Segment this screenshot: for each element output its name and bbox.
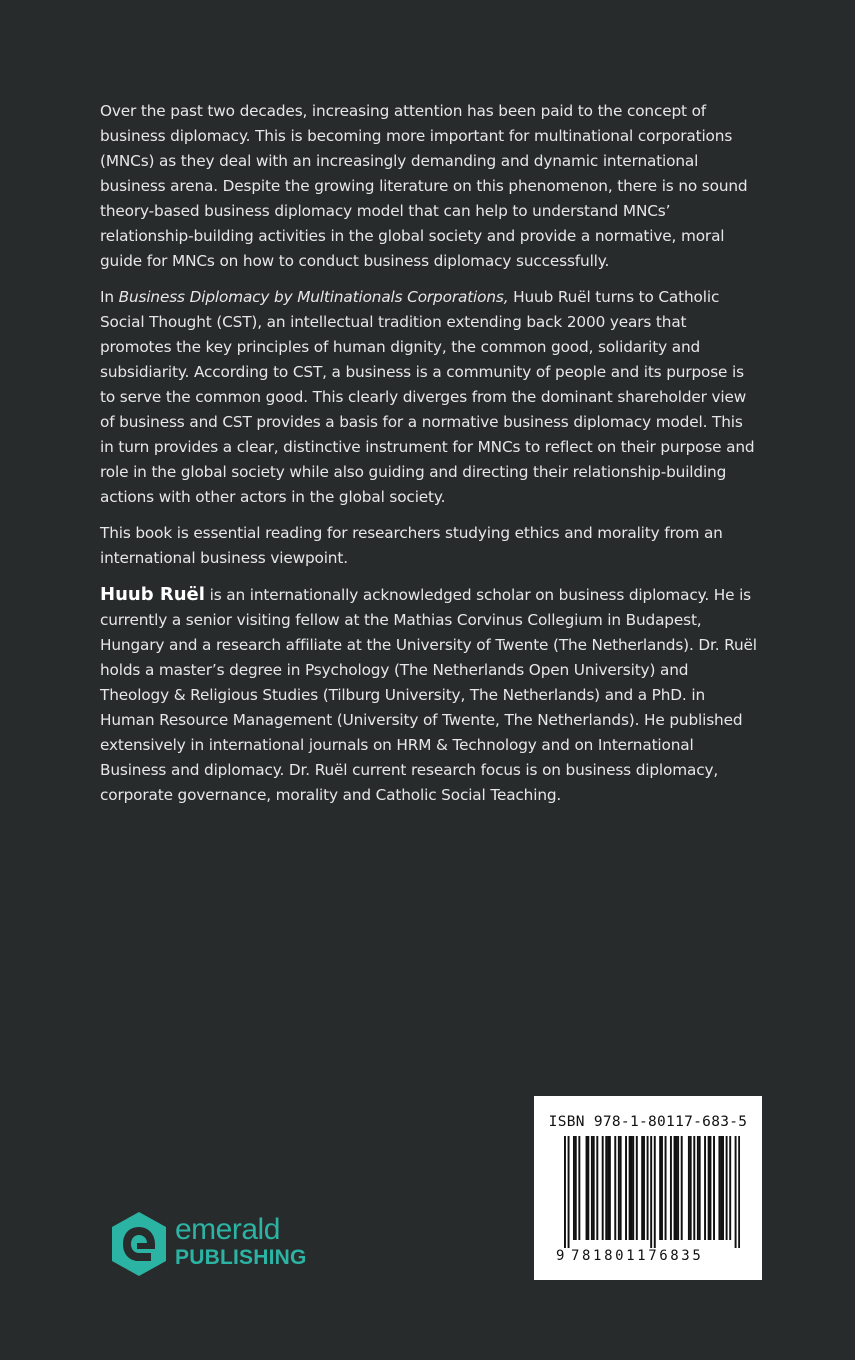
barcode-bar bbox=[722, 1136, 724, 1240]
barcode-bar bbox=[697, 1136, 699, 1240]
barcode-bar bbox=[665, 1136, 667, 1240]
barcode-bar bbox=[650, 1136, 652, 1248]
barcode-bar bbox=[693, 1136, 695, 1240]
barcode-bar bbox=[596, 1136, 598, 1240]
barcode-bar bbox=[661, 1136, 663, 1240]
barcode-bar bbox=[654, 1136, 656, 1248]
author-bio bbox=[100, 582, 760, 808]
blurb-paragraph-1: Over the past two decades, increasing attention has been paid to the concept of business diplomacy. This is becoming more important for multinational corporations (MNCs) as they deal with an increasingly demanding and dynamic international business arena. Despite the growing literature on this phenomenon, there is no sound theory-based business diplomacy model that can help to understand MNCs’ relationship-building activities in the global society and provide a normative, moral guide for MNCs on how to conduct business diplomacy successfully. bbox=[100, 102, 748, 270]
barcode-bar bbox=[677, 1136, 679, 1240]
barcode-bar bbox=[618, 1136, 620, 1240]
barcode-bar bbox=[690, 1136, 692, 1240]
barcode-bar bbox=[641, 1136, 643, 1240]
barcode-bar bbox=[708, 1136, 710, 1240]
barcode-bar bbox=[609, 1136, 611, 1240]
blurb-paragraph-2 bbox=[100, 285, 760, 510]
blurb-paragraph-2-lead: In bbox=[100, 288, 119, 306]
author-name: Huub Ruël bbox=[100, 584, 205, 605]
blurb-paragraph-2-rest: Huub Ruël turns to Catholic Social Thought (CST), an intellectual tradition extending back 2000 years that promotes the key principles of human dignity, the common good, solidarity and subsidiarity. According to CST, a business is a community of people and its purpose is to serve the common good. This clearly diverges from the dominant shareholder view of business and CST provides a basis for a normative business diplomacy model. This in turn provides a clear, distinctive instrument for MNCs to reflect on their purpose and role in the global society while also guiding and directing their relationship-building actions with other actors in the global society. bbox=[100, 288, 755, 506]
blurb-paragraph-3: This book is essential reading for researchers studying ethics and morality from an international business viewpoint. bbox=[100, 524, 723, 567]
barcode-bar bbox=[675, 1136, 677, 1240]
barcode-bar bbox=[647, 1136, 649, 1240]
isbn-label: ISBN 978-1-80117-683-5 bbox=[548, 1114, 748, 1130]
author-bio-text: is an internationally acknowledged scholar on business diplomacy. He is currently a senior visiting fellow at the Mathias Corvinus Collegium in Budapest, Hungary and a research affiliate at the University of Twente (The Netherlands). Dr. Ruël holds a master’s degree in Psychology (The Netherlands Open University) and Theology & Religious Studies (Tilburg University, The Netherlands) and a PhD. in Human Resource Management (University of Twente, The Netherlands). He published extensively in international journals on HRM & Technology and on International Business and diplomacy. Dr. Ruël current research focus is on business diplomacy, corporate governance, morality and Catholic Social Teaching. bbox=[100, 586, 757, 804]
barcode-bar bbox=[564, 1136, 566, 1248]
barcode-bar bbox=[607, 1136, 609, 1240]
barcode-bar bbox=[578, 1136, 580, 1240]
barcode-bar bbox=[699, 1136, 701, 1240]
barcode-bar bbox=[713, 1136, 715, 1240]
barcode-bar bbox=[735, 1136, 737, 1248]
barcode-bars bbox=[564, 1136, 740, 1248]
emerald-e-hexagon-icon bbox=[109, 1210, 169, 1278]
barcode-bar bbox=[630, 1136, 632, 1240]
barcode-bar bbox=[625, 1136, 627, 1240]
back-cover-blurb bbox=[100, 99, 760, 819]
barcode-bar bbox=[614, 1136, 616, 1240]
barcode-bar bbox=[670, 1136, 672, 1240]
isbn-digit-lead: 9 bbox=[556, 1248, 565, 1264]
barcode-bar bbox=[720, 1136, 722, 1240]
barcode-bar bbox=[709, 1136, 711, 1240]
barcode-bar bbox=[674, 1136, 676, 1240]
barcode-bar bbox=[659, 1136, 661, 1240]
barcode-bar bbox=[602, 1136, 604, 1240]
barcode-bar bbox=[593, 1136, 595, 1240]
logo-wordmark-emerald: emerald bbox=[175, 1213, 280, 1246]
barcode-bar bbox=[636, 1136, 638, 1240]
barcode-bar bbox=[738, 1136, 740, 1248]
emerald-publishing-logo bbox=[109, 1210, 319, 1282]
book-title-italic: Business Diplomacy by Multinationals Corporations, bbox=[118, 288, 509, 306]
barcode-bar bbox=[726, 1136, 728, 1240]
barcode-bar bbox=[573, 1136, 575, 1240]
barcode-bar bbox=[718, 1136, 720, 1240]
barcode-bar bbox=[568, 1136, 570, 1248]
isbn-barcode bbox=[534, 1096, 762, 1280]
logo-wordmark-publishing: PUBLISHING bbox=[175, 1246, 307, 1269]
barcode-bar bbox=[605, 1136, 607, 1240]
barcode-bar bbox=[704, 1136, 706, 1240]
barcode-bar bbox=[586, 1136, 588, 1240]
barcode-bar bbox=[729, 1136, 731, 1240]
barcode-bar bbox=[575, 1136, 577, 1240]
barcode-bar bbox=[587, 1136, 589, 1240]
barcode-bar bbox=[643, 1136, 645, 1240]
barcode-bar bbox=[591, 1136, 593, 1240]
barcode-bar bbox=[632, 1136, 634, 1240]
barcode-bar bbox=[688, 1136, 690, 1240]
barcode-bar bbox=[620, 1136, 622, 1240]
isbn-digits-rest: 781801176835 bbox=[571, 1248, 704, 1264]
barcode-bar bbox=[629, 1136, 631, 1240]
barcode-bar bbox=[681, 1136, 683, 1240]
